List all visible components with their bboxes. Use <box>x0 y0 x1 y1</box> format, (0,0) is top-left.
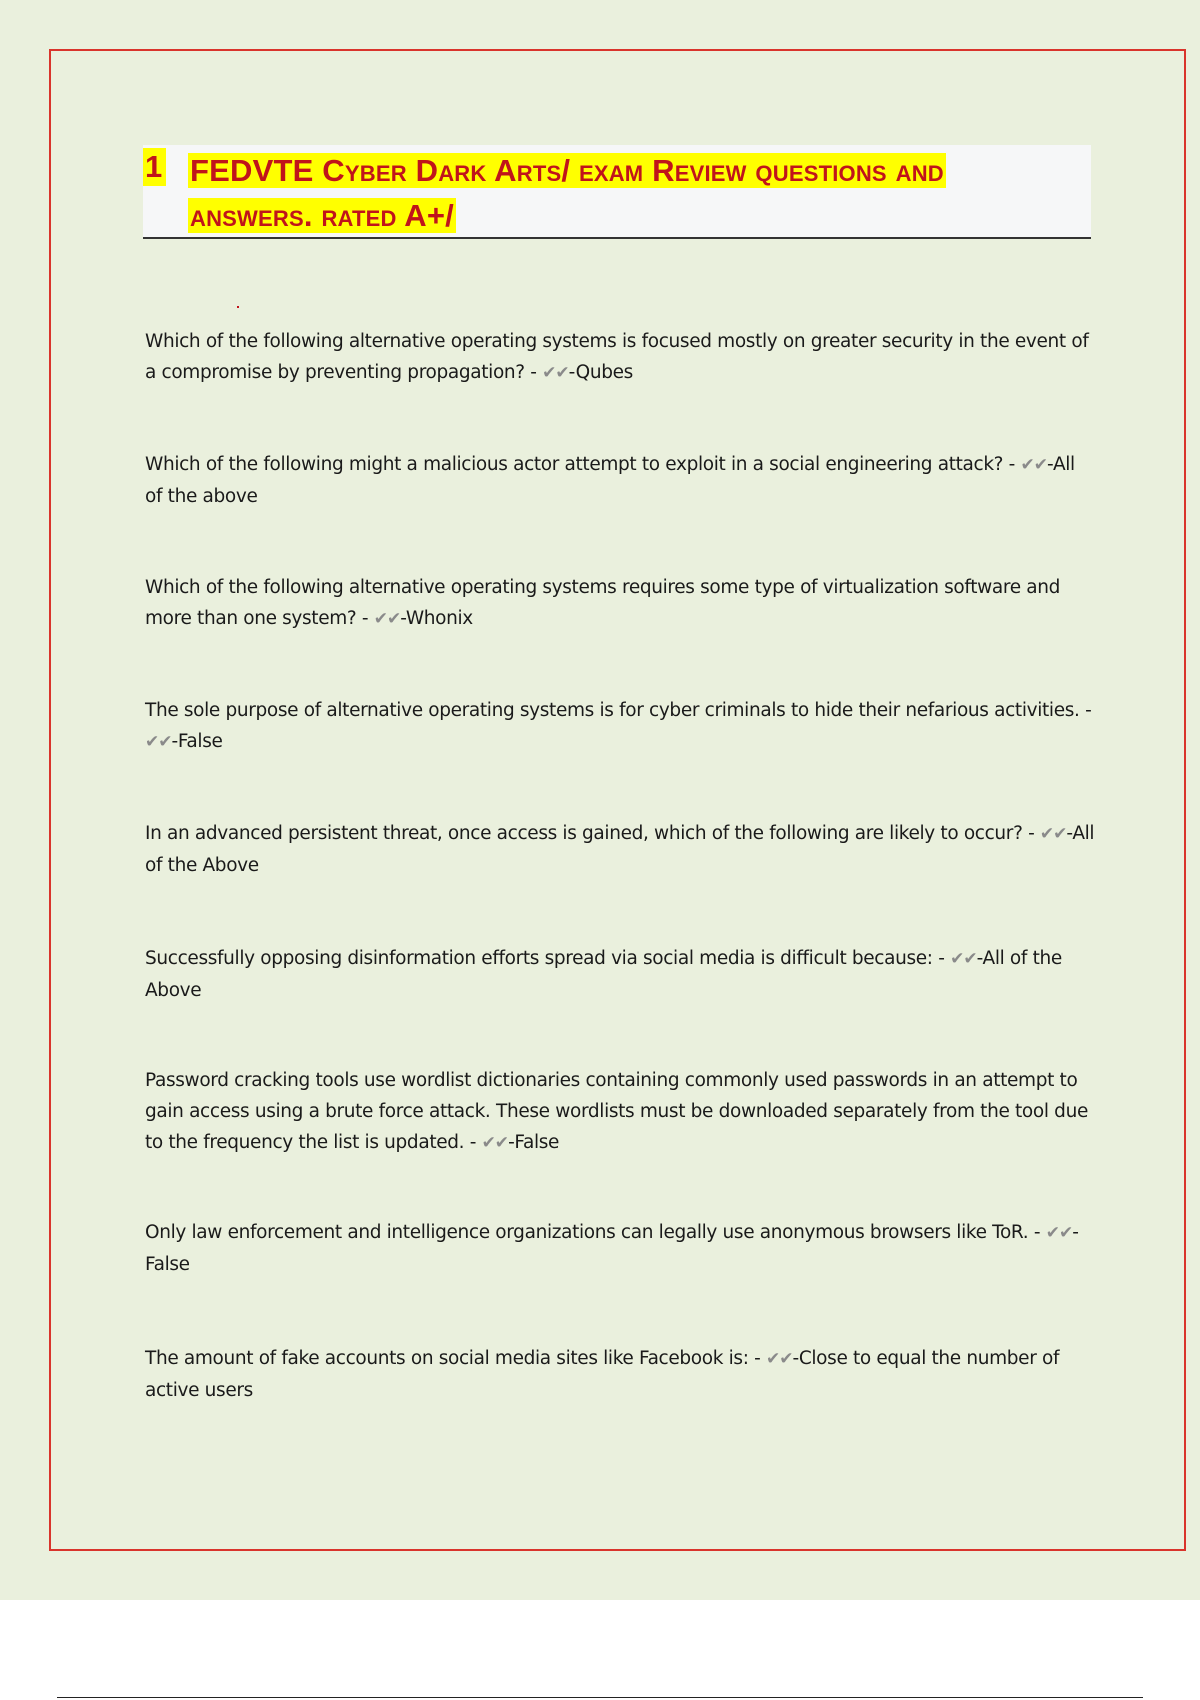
page-border <box>49 49 1186 1551</box>
question-text: Which of the following alternative operating systems is focused mostly on greater security in the event of a compromise by preventing propagation? - <box>145 331 1089 383</box>
answer-text: -All of the Above <box>145 948 1062 1001</box>
double-check-icon: ✔✔ <box>542 363 569 383</box>
double-check-icon: ✔✔ <box>145 732 172 752</box>
answer-text: -Qubes <box>568 362 633 383</box>
answer-text: -All of the Above <box>145 823 1095 876</box>
double-check-icon: ✔✔ <box>481 1133 509 1153</box>
question-text: The amount of fake accounts on social media sites like Facebook is: - <box>145 1348 766 1369</box>
double-check-icon: ✔✔ <box>1045 1223 1073 1243</box>
qa-item <box>145 449 1095 512</box>
answer-text: -False <box>145 1222 1079 1275</box>
qa-item <box>145 818 1095 881</box>
qa-item <box>145 695 1095 758</box>
answer-text: -False <box>508 1132 560 1153</box>
double-check-icon: ✔✔ <box>950 949 977 969</box>
question-text: The sole purpose of alternative operating systems is for cyber criminals to hide their nefarious activities. - <box>145 700 1092 721</box>
qa-item <box>145 1343 1095 1406</box>
question-text: In an advanced persistent threat, once access is gained, which of the following are likely to occur? - <box>145 823 1040 844</box>
heading-title: FEDVTE Cyber Dark Arts/ exam Review questions and answers. rated A+/ <box>190 153 944 233</box>
answer-text: -Close to equal the number of active users <box>145 1348 1060 1401</box>
answer-text: -False <box>171 731 223 752</box>
question-text: Only law enforcement and intelligence organizations can legally use anonymous browsers like ToR. - <box>145 1222 1046 1243</box>
qa-item <box>145 1065 1095 1159</box>
question-text: Which of the following might a malicious actor attempt to exploit in a social engineering attack? - <box>145 454 1021 475</box>
qa-item <box>145 572 1095 635</box>
question-text: Successfully opposing disinformation efforts spread via social media is difficult because: - <box>145 948 951 969</box>
double-check-icon: ✔✔ <box>766 1349 793 1369</box>
qa-item <box>145 1217 1095 1280</box>
document-heading <box>143 145 1091 239</box>
question-text: Password cracking tools use wordlist dictionaries containing commonly used passwords in an attempt to gain access using a brute force attack. These wordlists must be downloaded separately from the tool due to the frequency the list is updated. - <box>145 1070 1088 1153</box>
double-check-icon: ✔✔ <box>373 609 401 629</box>
qa-item <box>145 326 1095 389</box>
double-check-icon: ✔✔ <box>1020 455 1048 475</box>
question-text: Which of the following alternative operating systems requires some type of virtualization software and more than one system? - <box>145 577 1061 629</box>
stray-dot <box>237 306 239 308</box>
heading-number: 1 <box>143 148 166 186</box>
footer-divider <box>57 1697 1143 1698</box>
answer-text: -All of the above <box>145 454 1075 507</box>
answer-text: -Whonix <box>400 608 473 629</box>
qa-item <box>145 943 1095 1006</box>
double-check-icon: ✔✔ <box>1039 824 1067 844</box>
